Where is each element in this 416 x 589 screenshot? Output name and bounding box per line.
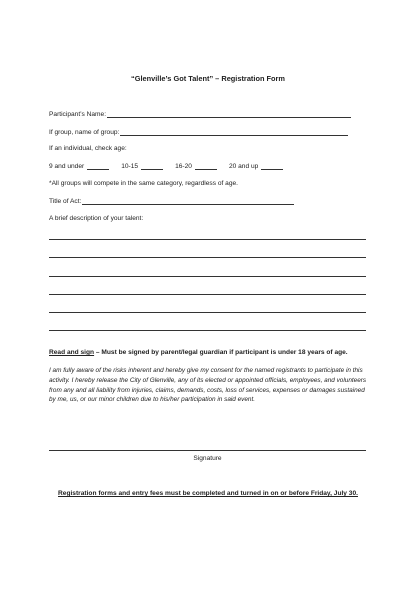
participant-name-field[interactable] — [107, 110, 351, 118]
participant-name-row — [49, 110, 351, 118]
age-option-20-and-up[interactable]: 20 and up — [229, 162, 283, 170]
age-check-blank[interactable] — [87, 162, 109, 170]
signature-label: Signature — [193, 455, 222, 462]
talent-description-line[interactable] — [49, 330, 366, 331]
age-option-16-20[interactable]: 16-20 — [175, 162, 217, 170]
read-and-sign-heading: Read and sign – Must be signed by parent/legal guardian if participant is under 18 years of age. — [49, 349, 348, 356]
age-option-10-15[interactable]: 10-15 — [121, 162, 163, 170]
talent-description-line[interactable] — [49, 276, 366, 277]
talent-description-line[interactable] — [49, 294, 366, 295]
groups-note: *All groups will compete in the same category, regardless of age. — [49, 180, 238, 187]
talent-description-label: A brief description of your talent: — [49, 215, 144, 222]
group-name-row — [49, 128, 348, 136]
group-name-field[interactable] — [120, 128, 348, 136]
age-check-blank[interactable] — [261, 162, 283, 170]
talent-description-line[interactable] — [49, 312, 366, 313]
title-of-act-field[interactable] — [82, 197, 294, 205]
liability-release-text: I am fully aware of the risks inherent and hereby give my consent for the named registrants to participate in this activity. I hereby release the City of Glenville, any of its elected or appointed officials, employees, and volunteers from any and all liability from injuries, claims, demands, costs, loss of services, expenses or damages sustained by me, us, or our minor children due to his/her participation in said event. — [49, 367, 367, 404]
title-of-act-row — [49, 197, 294, 205]
title-of-act-label: Title of Act: — [49, 198, 82, 205]
age-check-blank[interactable] — [141, 162, 163, 170]
age-check-blank[interactable] — [195, 162, 217, 170]
talent-description-line[interactable] — [49, 239, 366, 240]
talent-description-row — [49, 215, 143, 222]
form-title: “Glenville’s Got Talent” – Registration Form — [131, 74, 285, 83]
talent-description-line[interactable] — [49, 257, 366, 258]
individual-age-label: If an individual, check age: — [49, 145, 127, 152]
age-option-9-and-under[interactable]: 9 and under — [49, 162, 109, 170]
deadline-notice: Registration forms and entry fees must be completed and turned in on or before Friday, July 30. — [58, 490, 358, 497]
participant-name-label: Participant’s Name: — [49, 111, 107, 118]
signature-line[interactable] — [49, 450, 366, 451]
group-name-label: If group, name of group: — [49, 129, 120, 136]
age-options — [49, 162, 295, 170]
individual-age-row — [49, 145, 127, 152]
